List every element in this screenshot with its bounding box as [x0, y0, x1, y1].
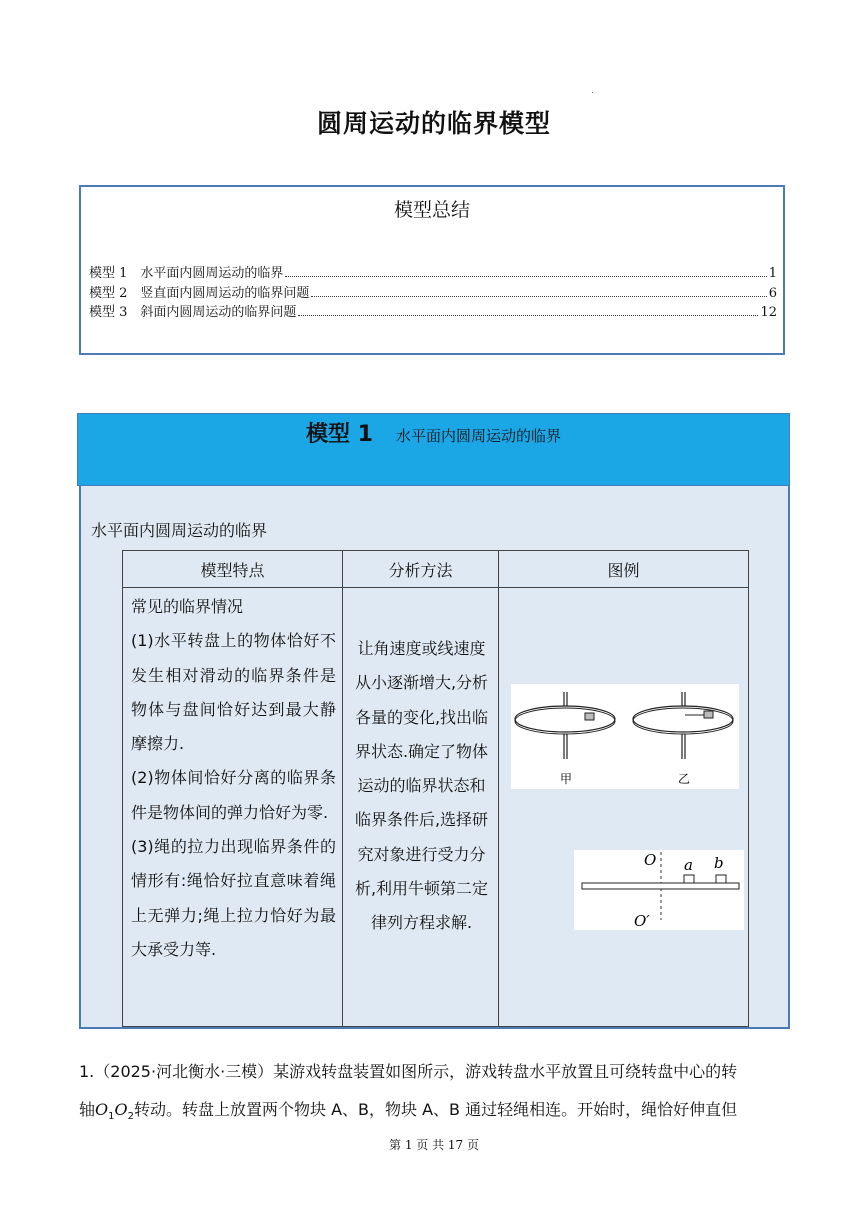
model1-body	[79, 486, 790, 1029]
figure-label-yi: 乙	[678, 772, 691, 786]
stray-mark	[592, 92, 593, 93]
table-row	[123, 588, 749, 1027]
toc-entry[interactable]	[89, 282, 777, 300]
label-a: a	[684, 856, 693, 874]
label-b: b	[714, 854, 724, 872]
features-cell	[123, 588, 343, 1027]
toc-entry[interactable]	[89, 262, 777, 280]
header-features: 模型特点	[123, 551, 343, 588]
question-text: 转动。转盘上放置两个物块 A、B，物块 A、B 通过轻绳相连。开始时，绳恰好伸直但	[134, 1100, 738, 1119]
model-table	[122, 550, 749, 1027]
toc-entry-page: 6	[768, 286, 777, 301]
toc-entry-label: 模型 1 水平面内圆周运动的临界	[89, 266, 284, 281]
toc-entry-page: 1	[768, 266, 777, 281]
question-text: 轴	[79, 1100, 96, 1119]
subscript: 1	[108, 1111, 115, 1123]
question-line	[79, 1091, 791, 1136]
feature-text: (1)水平转盘上的物体恰好不发生相对滑动的临界条件是物体与盘间恰好达到最大静摩擦力.	[131, 631, 336, 754]
feature-text: (2)物体间恰好分离的临界条件是物体间的弹力恰好为零.	[131, 768, 336, 822]
method-text: 让角速度或线速度从小逐渐增大,分析各量的变化,找出临界状态.确定了物体运动的临界状态和临界条件后,选择研究对象进行受力分析,利用牛顿第二定律列方程求解.	[354, 639, 489, 933]
toc-leader-dots	[285, 265, 766, 277]
question-1	[79, 1053, 791, 1136]
axis-symbol: O	[114, 1100, 128, 1119]
toc-box	[79, 185, 785, 355]
toc-leader-dots	[311, 285, 766, 297]
toc-heading: 模型总结	[393, 199, 470, 221]
feature-text: 常见的临界情况	[131, 597, 244, 616]
label-o-prime: O′	[634, 912, 650, 930]
header-method: 分析方法	[343, 551, 499, 588]
model1-number: 模型 1	[305, 422, 373, 447]
page-footer: 第 1 页 共 17 页	[389, 1138, 479, 1152]
page-title: 圆周运动的临界模型	[316, 109, 551, 138]
toc-entry-label: 模型 2 竖直面内圆周运动的临界问题	[89, 286, 310, 301]
feature-text: (3)绳的拉力出现临界条件的情形有:绳恰好拉直意味着绳上无弹力;绳上拉力恰好为最大承受力等.	[131, 837, 336, 959]
table-header-row	[123, 551, 749, 588]
label-o: O	[644, 851, 657, 869]
axis-symbol: O	[95, 1100, 109, 1119]
model1-header	[77, 413, 790, 486]
toc-entry-page: 12	[760, 305, 777, 320]
method-cell	[343, 588, 499, 1027]
question-line: 1.（2025·河北衡水·三模）某游戏转盘装置如图所示，游戏转盘水平放置且可绕转盘中心的转	[79, 1062, 738, 1081]
subscript: 2	[127, 1111, 135, 1123]
model1-subtitle: 水平面内圆周运动的临界	[396, 427, 562, 445]
toc-leader-dots	[298, 304, 758, 316]
figures-cell	[499, 588, 749, 1027]
turntable-figure	[511, 684, 739, 789]
toc-entry-label: 模型 3 斜面内圆周运动的临界问题	[89, 305, 297, 320]
figure-label-jia: 甲	[560, 772, 573, 786]
header-figures: 图例	[499, 551, 749, 588]
rod-figure	[574, 850, 744, 930]
section-label: 水平面内圆周运动的临界	[91, 521, 268, 540]
toc-entry[interactable]	[89, 301, 777, 319]
model1-title	[78, 417, 789, 448]
